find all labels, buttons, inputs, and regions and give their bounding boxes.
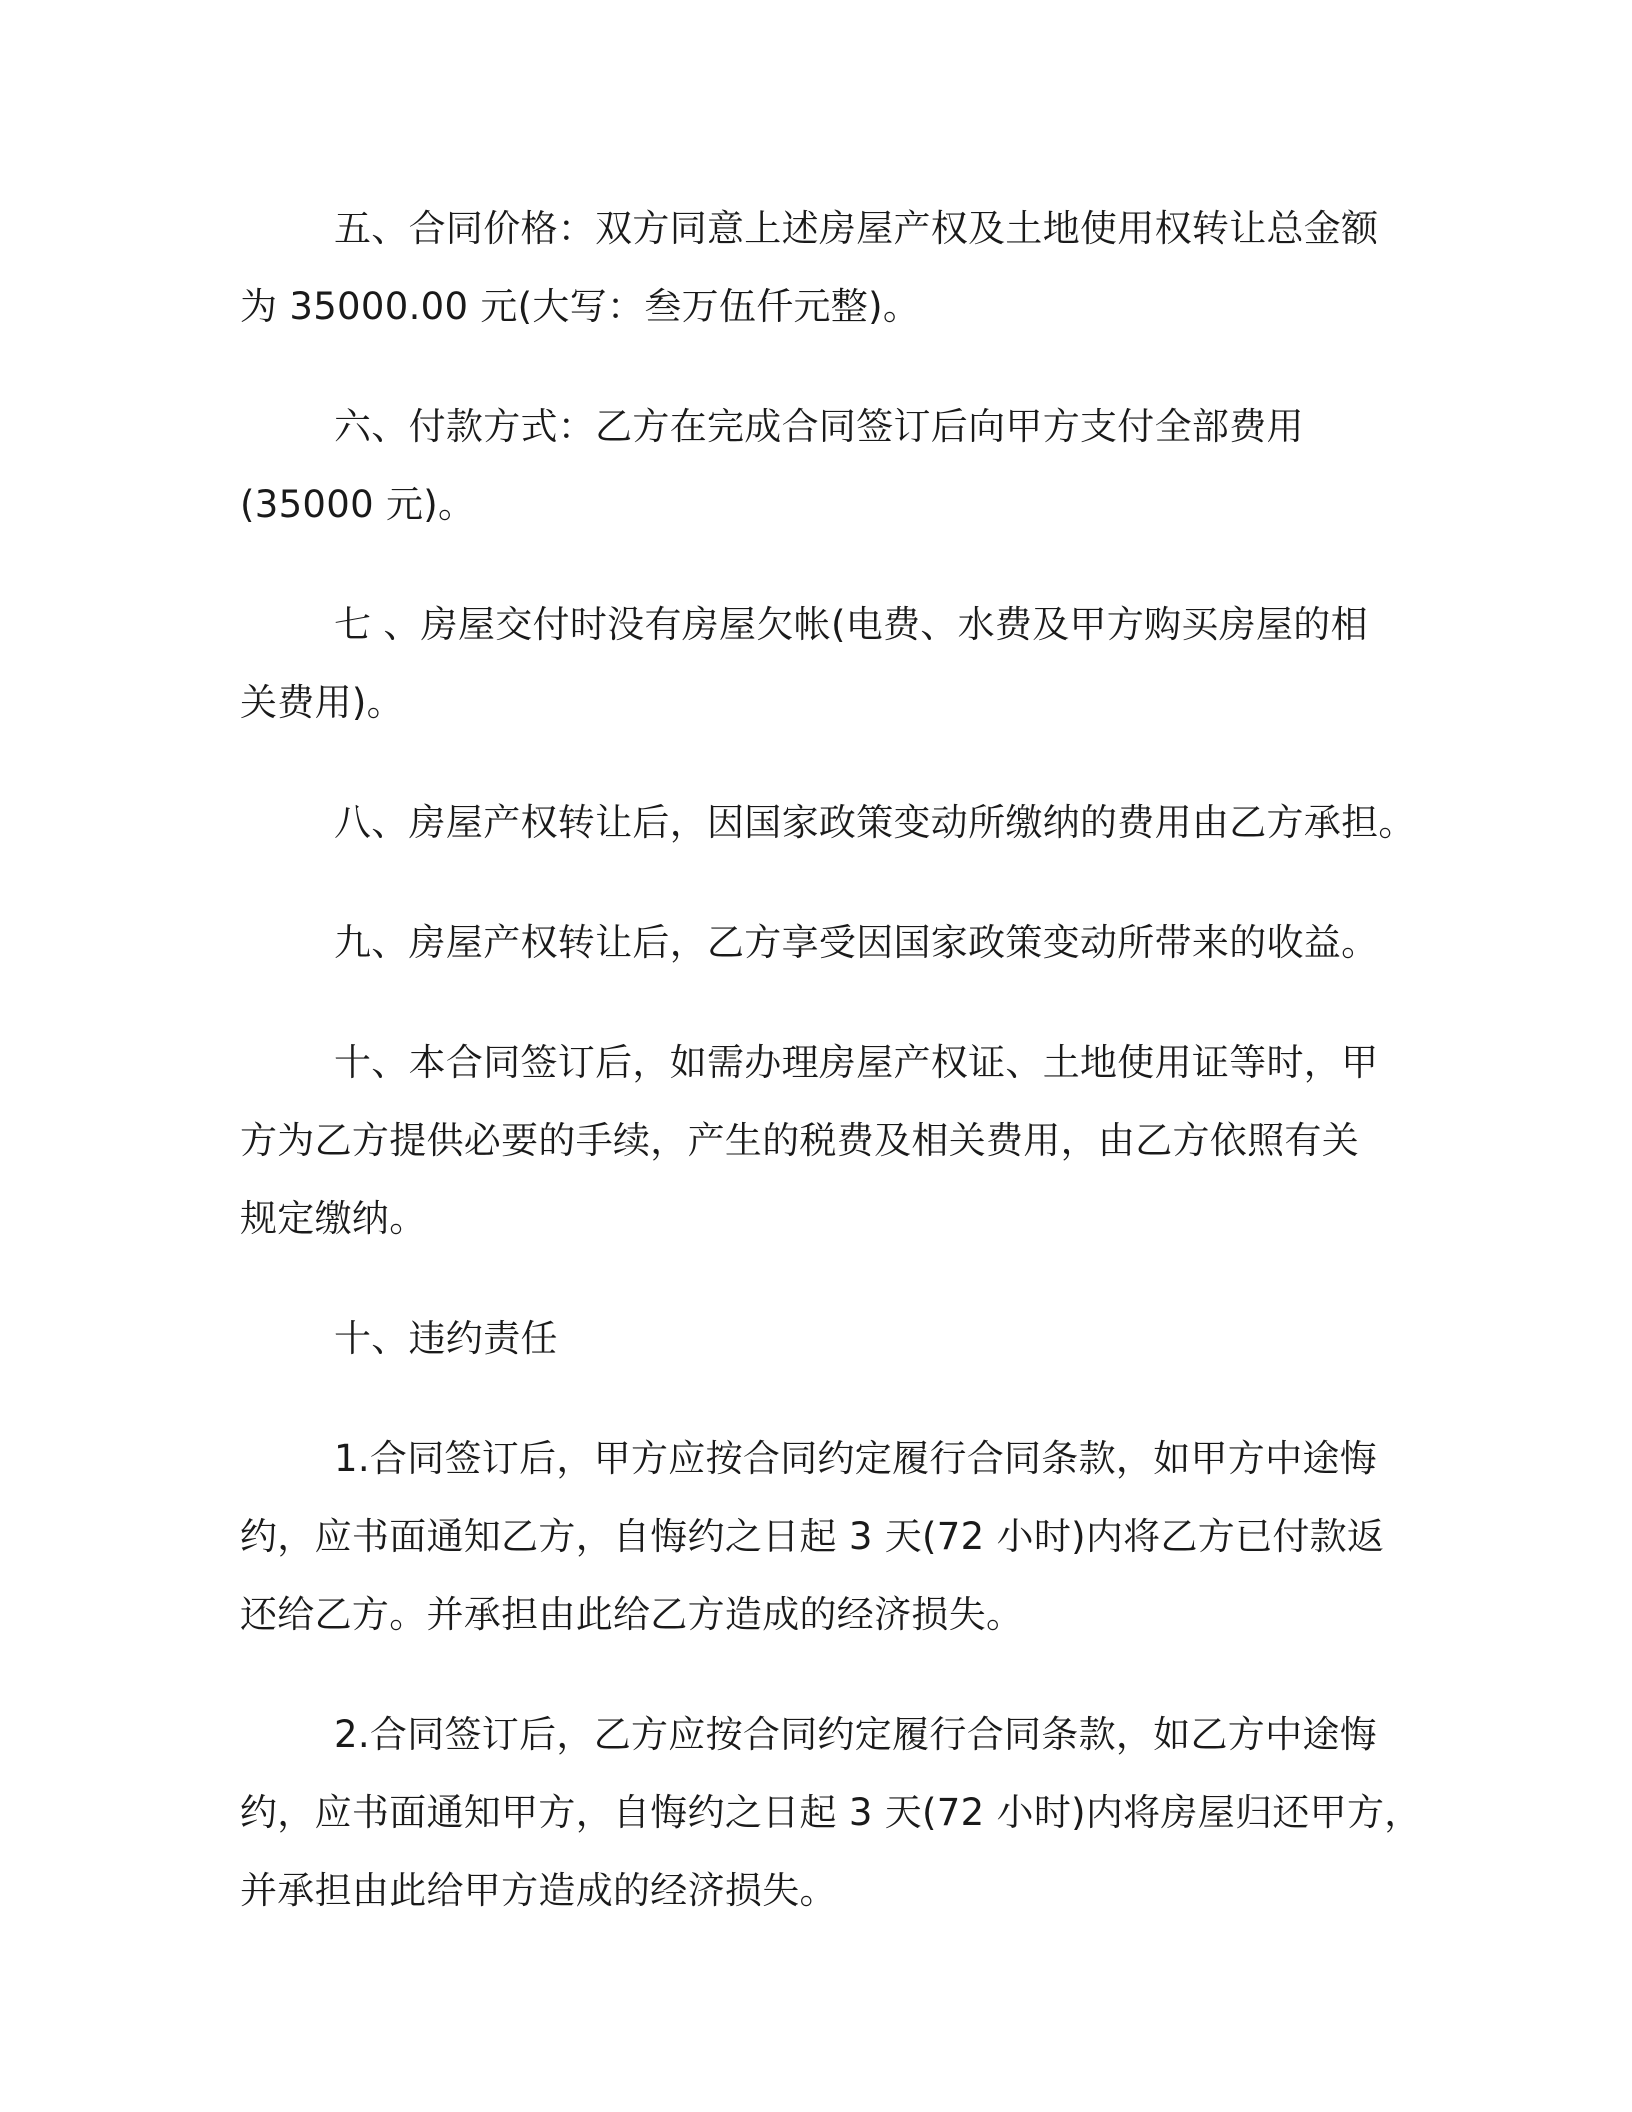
clause-line: 十、违约责任 <box>334 1317 558 1360</box>
clause-line: 关费用)。 <box>240 681 404 724</box>
clause-policy-fees <box>240 784 1420 862</box>
clause-line: 十、本合同签订后，如需办理房屋产权证、土地使用证等时，甲 <box>334 1041 1379 1084</box>
liability-item-1 <box>240 1420 1420 1654</box>
clause-line: 八、房屋产权转让后，因国家政策变动所缴纳的费用由乙方承担。 <box>334 801 1416 844</box>
clause-line: (35000 元)。 <box>240 483 476 526</box>
clause-line: 还给乙方。并承担由此给乙方造成的经济损失。 <box>240 1593 1024 1636</box>
clause-policy-benefits <box>240 904 1420 982</box>
clause-delivery <box>240 586 1420 742</box>
clause-payment <box>240 388 1420 544</box>
clause-line: 约，应书面通知乙方，自悔约之日起 3 天(72 小时)内将乙方已付款返 <box>240 1515 1385 1558</box>
clause-line: 2.合同签订后，乙方应按合同约定履行合同条款，如乙方中途悔 <box>334 1713 1377 1756</box>
clause-price <box>240 190 1420 346</box>
clause-line: 1.合同签订后，甲方应按合同约定履行合同条款，如甲方中途悔 <box>334 1437 1377 1480</box>
section-heading-liability <box>240 1300 1420 1378</box>
clause-line: 九、房屋产权转让后，乙方享受因国家政策变动所带来的收益。 <box>334 921 1379 964</box>
clause-line: 并承担由此给甲方造成的经济损失。 <box>240 1869 837 1912</box>
clause-line: 六、付款方式：乙方在完成合同签订后向甲方支付全部费用 <box>334 405 1304 448</box>
clause-certificates <box>240 1024 1420 1258</box>
clause-line: 规定缴纳。 <box>240 1197 427 1240</box>
clause-line: 约，应书面通知甲方，自悔约之日起 3 天(72 小时)内将房屋归还甲方， <box>240 1791 1422 1834</box>
clause-line: 五、合同价格：双方同意上述房屋产权及土地使用权转让总金额 <box>334 207 1379 250</box>
clause-line: 为 35000.00 元(大写：叁万伍仟元整)。 <box>240 285 921 328</box>
liability-item-2 <box>240 1696 1420 1930</box>
clause-line: 七 、房屋交付时没有房屋欠帐(电费、水费及甲方购买房屋的相 <box>334 603 1368 646</box>
document-body <box>240 190 1420 1972</box>
clause-line: 方为乙方提供必要的手续，产生的税费及相关费用，由乙方依照有关 <box>240 1119 1359 1162</box>
